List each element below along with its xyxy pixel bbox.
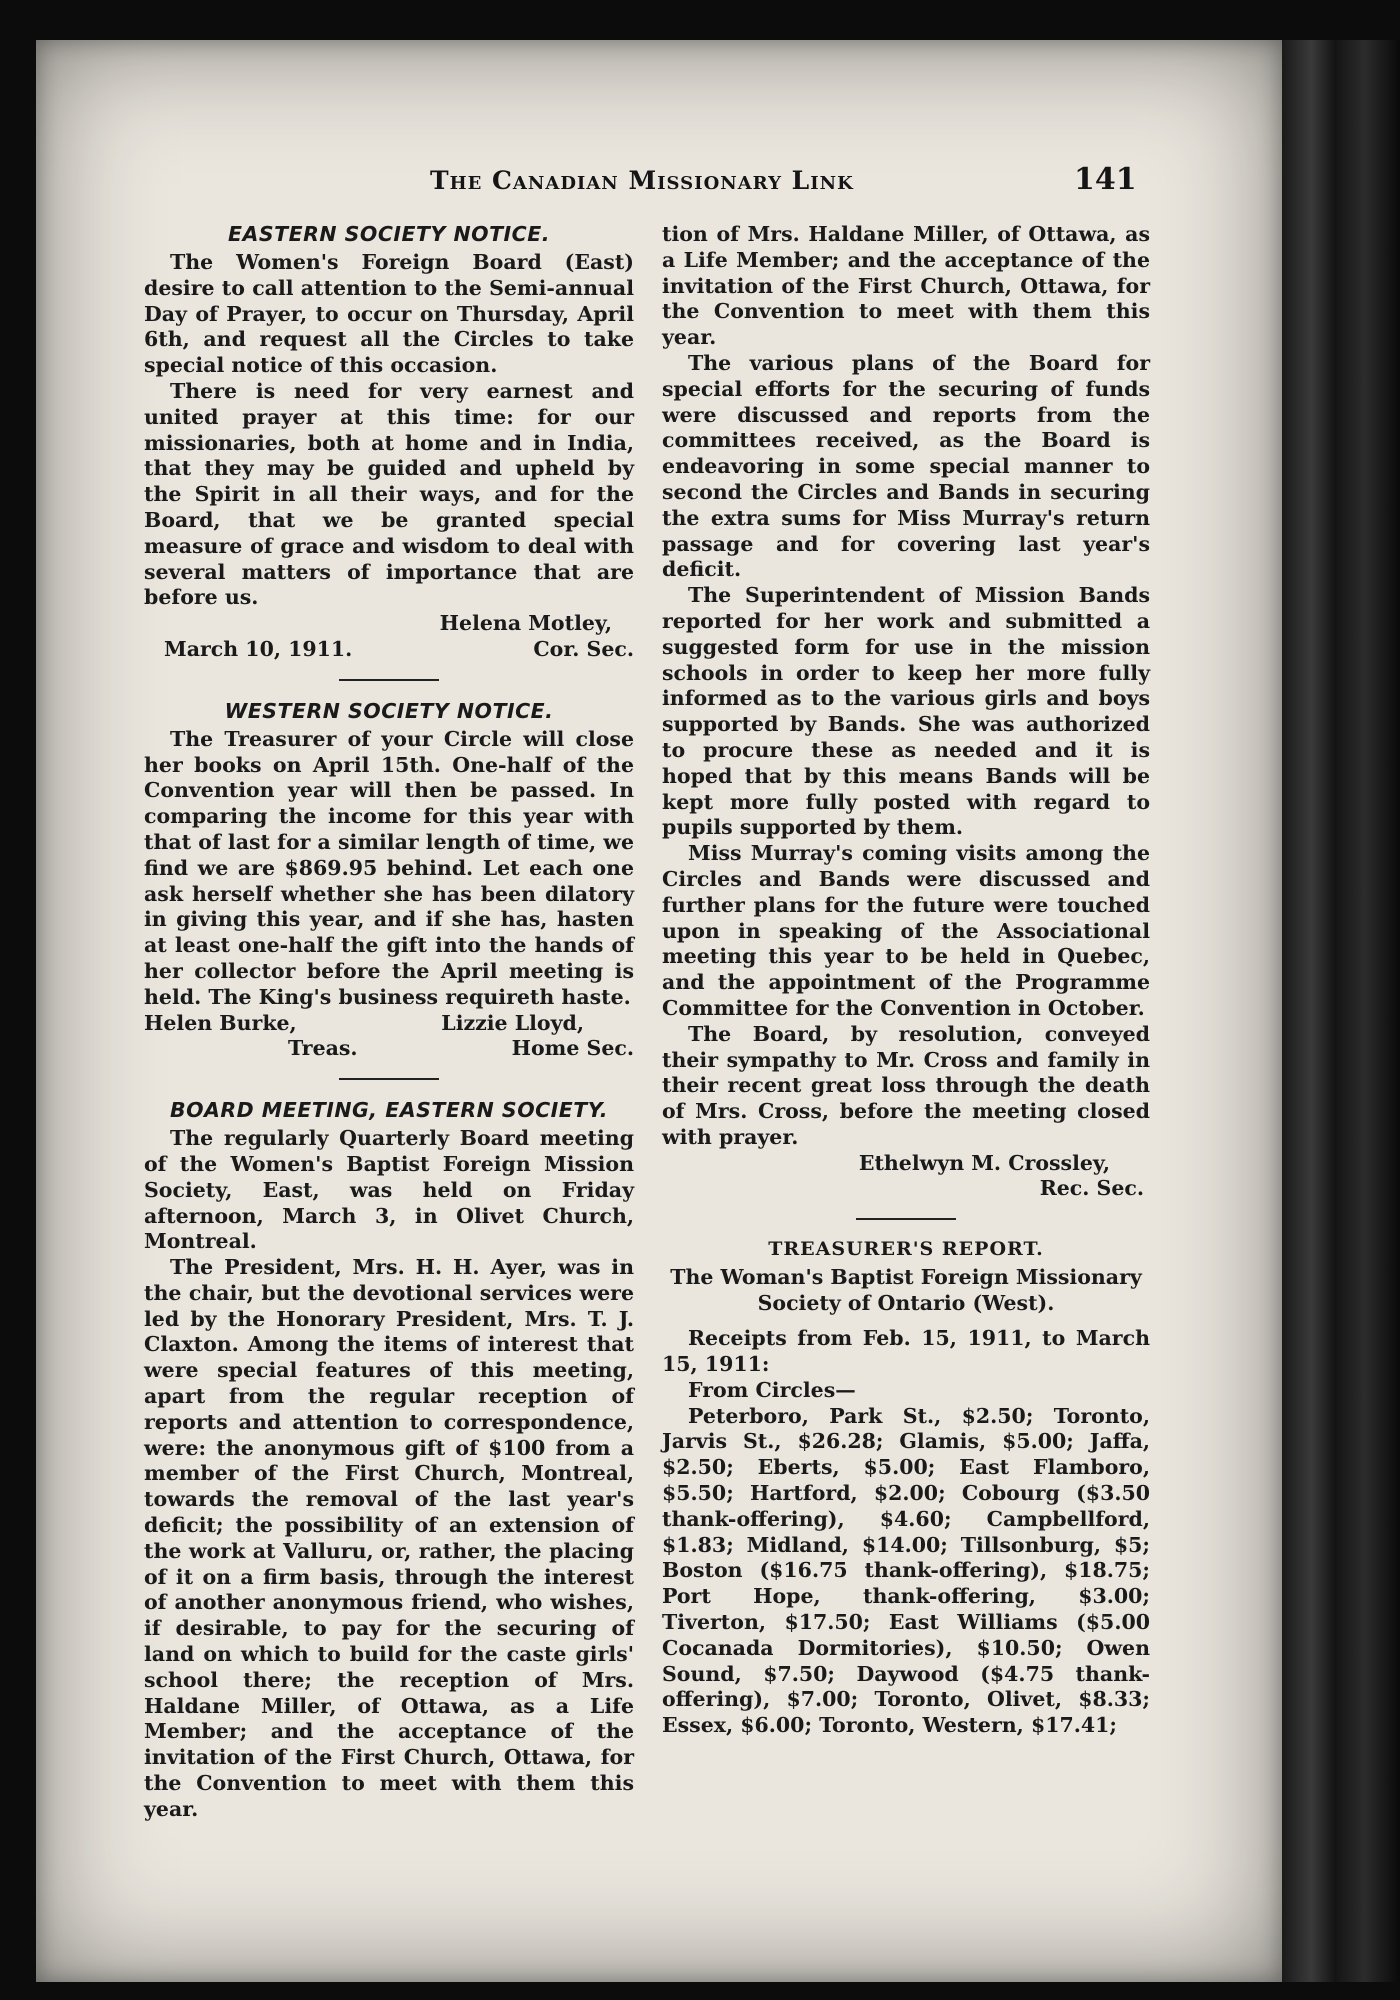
right-column [662, 222, 1150, 1739]
board-meeting-office: Rec. Sec. [1039, 1176, 1144, 1201]
receipts-intro: Receipts from Feb. 15, 1911, to March 15, 1911: [662, 1326, 1150, 1377]
western-notice-office-right: Home Sec. [511, 1036, 634, 1061]
board-meeting-paragraph-2-continued: tion of Mrs. Haldane Miller, of Ottawa, as a Life Member; and the acceptance of the invitation of the First Church, Ottawa, for the Convention to meet with them this year. [662, 222, 1150, 350]
section-divider [339, 679, 439, 681]
book-edge [1282, 40, 1400, 1982]
board-meeting-paragraph-6: The Board, by resolution, conveyed their sympathy to Mr. Cross and family in their recent great loss through the death of Mrs. Cross, before the meeting closed with prayer. [662, 1021, 1150, 1149]
board-meeting-paragraph-2: The President, Mrs. H. H. Ayer, was in the chair, but the devotional services were led by the Honorary President, Mrs. T. J. Claxton. Among the items of interest that were special features of this meeting, apart from the regular reception of reports and attention to correspondence, were: the anonymous gift of $100 from a member of the First Church, Montreal, towards the removal of the last year's deficit; the possibility of an extension of the work at Valluru, or, rather, the placing of it on a firm basis, through the interest of another anonymous friend, who wishes, if desirable, to pay for the securing of land on which to build for the caste girls' school there; the reception of Mrs. Haldane Miller, of Ottawa, as a Life Member; and the acceptance of the invitation of the First Church, Ottawa, for the Convention to meet with them this year. [144, 1255, 634, 1821]
circles-receipts: Peterboro, Park St., $2.50; Toronto, Jarvis St., $26.28; Glamis, $5.00; Jaffa, $2.50; Eberts, $5.00; East Flamboro, $5.50; Hartford, $2.00; Cobourg ($3.50 thank-offering), $4.60; Campbellford, $1.83; Midland, $14.00; Tillsonburg, $5; Boston ($16.75 thank-offering), $18.75; Port Hope, thank-offering, $3.00; Tiverton, $17.50; East Williams ($5.00 Cocanada Dormitories), $10.50; Owen Sound, $7.50; Daywood ($4.75 thank-offering), $7.00; Toronto, Olivet, $8.33; Essex, $6.00; Toronto, Western, $17.41; [662, 1403, 1150, 1738]
western-notice-signer-right: Lizzie Lloyd, [441, 1010, 584, 1035]
from-circles-label: From Circles— [688, 1377, 856, 1402]
eastern-notice-heading: EASTERN SOCIETY NOTICE. [227, 222, 551, 246]
western-notice-signer-left: Helen Burke, [144, 1010, 297, 1035]
board-meeting-signer: Ethelwyn M. Crossley, [858, 1150, 1110, 1175]
western-notice-signers [144, 1011, 634, 1037]
board-meeting-heading: BOARD MEETING, EASTERN SOCIETY. [169, 1098, 609, 1123]
treasurer-report-heading: TREASURER'S REPORT. [768, 1238, 1044, 1261]
western-notice-office-left: Treas. [288, 1036, 358, 1061]
board-meeting-paragraph-4: The Superintendent of Mission Bands reported for her work and submitted a suggested form for use in the mission schools in order to keep her more fully informed as to the various girls and boys supported by Bands. She was authorized to procure these as needed and it is hoped that by this means Bands will be kept more fully posted with regard to pupils supported by them. [662, 583, 1150, 840]
western-notice-heading: WESTERN SOCIETY NOTICE. [224, 698, 554, 723]
running-title: The Canadian Missionary Link [430, 166, 854, 195]
page-number: 141 [1074, 162, 1137, 197]
eastern-notice-date-row [144, 637, 634, 663]
western-notice-offices [144, 1036, 634, 1062]
treasurer-report-subheading: The Woman's Baptist Foreign Missionary Society of Ontario (West). [670, 1265, 1142, 1316]
eastern-notice-signer: Helena Motley, [439, 611, 612, 636]
board-meeting-paragraph-1: The regularly Quarterly Board meeting of the Women's Baptist Foreign Mission Society, East, was held on Friday afternoon, March 3, in Olivet Church, Montreal. [144, 1126, 634, 1254]
board-meeting-paragraph-5: Miss Murray's coming visits among the Circles and Bands were discussed and further plans for the future were touched upon in speaking of the Associational meeting this year to be held in Quebec, and the appointment of the Programme Committee for the Convention in October. [662, 841, 1150, 1020]
eastern-notice-paragraph-1: The Women's Foreign Board (East) desire to call attention to the Semi-annual Day of Prayer, to occur on Thursday, April 6th, and request all the Circles to take special notice of this occasion. [144, 250, 634, 378]
eastern-notice-date: March 10, 1911. [164, 636, 353, 661]
eastern-notice-paragraph-2: There is need for very earnest and united prayer at this time: for our missionaries, both at home and in India, that they may be guided and upheld by the Spirit in all their ways, and for the Board, that we be granted special measure of grace and wisdom to deal with several matters of importance that are before us. [144, 378, 634, 610]
board-meeting-paragraph-3: The various plans of the Board for special efforts for the securing of funds were discussed and reports from the committees received, as the Board is endeavoring in some special manner to second the Circles and Bands in securing the extra sums for Miss Murray's return passage and for covering last year's deficit. [662, 350, 1150, 582]
eastern-notice-office: Cor. Sec. [533, 636, 634, 661]
section-divider [339, 1078, 439, 1080]
left-column [144, 222, 634, 1821]
section-divider [856, 1218, 956, 1220]
western-notice-paragraph-1: The Treasurer of your Circle will close her books on April 15th. One-half of the Convention year will then be passed. In comparing the income for this year with that of last for a similar length of time, we find we are $869.95 behind. Let each one ask herself whether she has been dilatory in giving this year, and if she has, hasten at least one-half the gift into the hands of her collector before the April meeting is held. The King's business requireth haste. [144, 726, 634, 1009]
